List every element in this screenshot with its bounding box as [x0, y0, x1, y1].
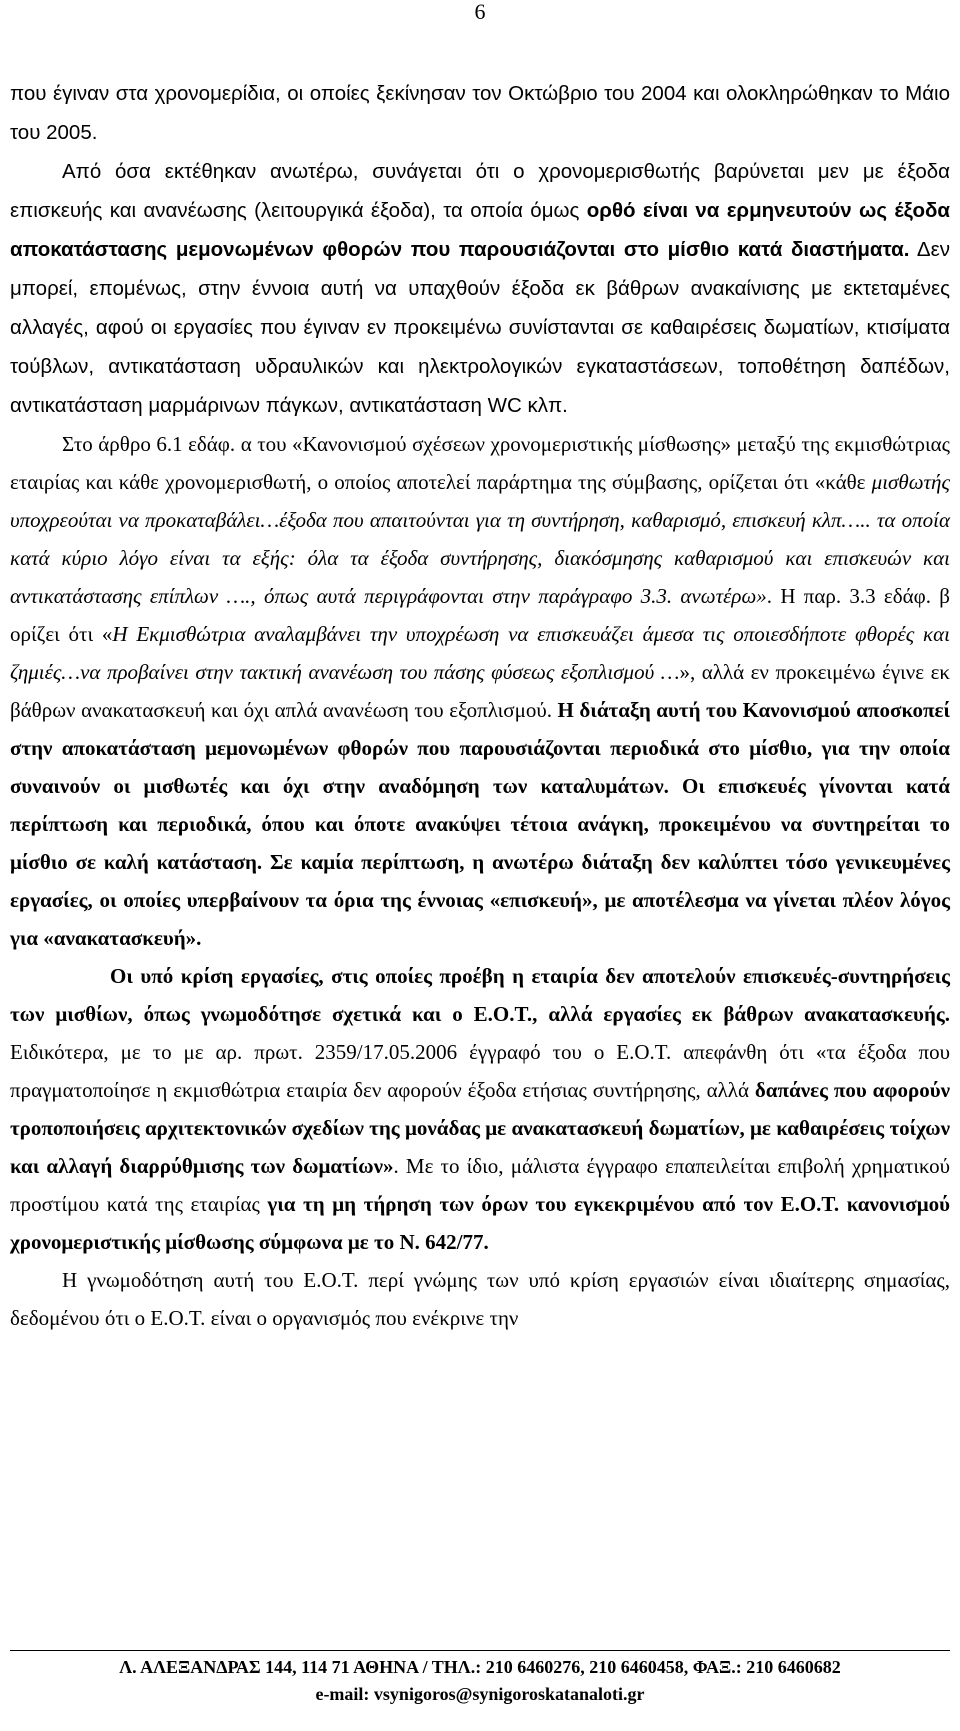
text-run: για τη μη τήρηση των όρων του εγκεκριμένου από τον Ε.Ο.Τ. κανονισμού χρονομεριστικής μίσθωσης σύμφωνα με το Ν. 642/77. — [10, 1192, 956, 1254]
footer-address: Λ. ΑΛΕΞΑΝΔΡΑΣ 144, 114 71 ΑΘΗΝΑ / ΤΗΛ.: 210 6460276, 210 6460458, ΦΑΞ.: 210 6460682 — [119, 1657, 841, 1677]
text-run: Από όσα εκτέθηκαν ανωτέρω, συνάγεται ότι ο χρονομερισθωτής βαρύνεται μεν με έξοδα επισκευής και ανανέωσης (λειτουργικά έξοδα), τα οποία όμως — [10, 160, 956, 222]
text-run: Η διάταξη αυτή του Κανονισμού αποσκοπεί στην αποκατάσταση μεμονωμένων φθορών που παρουσιάζονται περιοδικά στο μίσθιο, για την οποία συναινούν οι μισθωτές και όχι στην αναδόμηση των καταλυμάτων. Οι επισκευές γίνονται κατά περίπτωση και περιοδικά, όπου και όποτε ανακύψει τέτοια ανάγκη, προκειμένου να συντηρείται το μίσθιο σε καλή κατάσταση. Σε καμία περίπτωση, η ανωτέρω διάταξη δεν καλύπτει τόσο γενικευμένες εργασίες, οι οποίες υπερβαίνουν τα όρια της έννοιας «επισκευή», με αποτέλεσμα να γίνεται πλέον λόγος για «ανακατασκευή». — [10, 698, 956, 950]
text-run: δαπάνες που αφορούν τροποποιήσεις αρχιτεκτονικών σχεδίων της μονάδας με ανακατασκευή δωματίων, με καθαιρέσεις τοίχων και αλλαγή διαρρύθμισης των δωματίων» — [10, 1078, 956, 1178]
paragraph — [10, 425, 956, 957]
paragraph — [10, 152, 956, 425]
text-run: ορθό είναι να ερμηνευτούν ως έξοδα αποκατάστασης μεμονωμένων φθορών που παρουσιάζονται στο μίσθιο κατά διαστήματα. — [10, 199, 956, 261]
text-run: Ειδικότερα, με το με αρ. πρωτ. 2359/17.05.2006 έγγραφό του ο Ε.Ο.Τ. απεφάνθη ότι «τα έξοδα που πραγματοποίησε η εκμισθώτρια εταιρία δεν αφορούν έξοδα ετήσιας συντήρησης, αλλά — [10, 1002, 956, 1102]
footer-divider — [10, 1650, 950, 1651]
text-run: μισθωτής υποχρεούται να προκαταβάλει…έξοδα που απαιτούνται για τη συντήρηση, καθαρισμό, επισκευή κλπ….. τα οποία κατά κύριο λόγο είναι τα εξής: όλα τα έξοδα συντήρησης, διακόσμησης καθαρισμού και επισκευών και αντικατάστασης επίπλων …., όπως αυτά περιγράφονται στην παράγραφο 3.3. ανωτέρω» — [10, 470, 956, 608]
text-run: Η Εκμισθώτρια αναλαμβάνει την υποχρέωση να επισκευάζει άμεσα τις οποιεσδήποτε φθορές και ζημιές…να προβαίνει στην τακτική ανανέωση του πάσης φύσεως εξοπλισμού … — [10, 622, 956, 684]
footer-email: e-mail: vsynigoros@synigoroskatanaloti.gr — [315, 1684, 645, 1704]
text-run: », αλλά εν προκειμένω έγινε εκ βάθρων ανακατασκευή και όχι απλά ανανέωση του εξοπλισμού. — [10, 660, 956, 722]
text-run: Δεν μπορεί, επομένως, στην έννοια αυτή να υπαχθούν έξοδα εκ βάθρων ανακαίνισης με εκτεταμένες αλλαγές, αφού οι εργασίες που έγιναν εν προκειμένω συνίστανται σε καθαιρέσεις δωματίων, κτισίματα τούβλων, αντικατάσταση υδραυλικών και ηλεκτρολογικών εγκαταστάσεων, τοποθέτηση δαπέδων, αντικατάσταση μαρμάρινων πάγκων, αντικατάσταση WC κλπ. — [10, 238, 956, 417]
page-number: 6 — [474, 0, 486, 24]
text-run: . Με το ίδιο, μάλιστα έγγραφο επαπειλείται επιβολή χρηματικού προστίμου κατά της εταιρίας — [10, 1154, 956, 1216]
text-run: που έγιναν στα χρονομερίδια, οι οποίες ξεκίνησαν τον Οκτώβριο του 2004 και ολοκληρώθηκαν το Μάιο του 2005. — [10, 82, 956, 144]
text-run: Οι υπό κρίση εργασίες, στις οποίες προέβη η εταιρία δεν αποτελούν επισκευές-συντηρήσεις των μισθίων, όπως γνωμοδότησε σχετικά και ο Ε.Ο.Τ., αλλά εργασίες εκ βάθρων ανακατασκευής. — [10, 964, 956, 1026]
document-body — [10, 74, 956, 1337]
paragraph — [10, 74, 956, 152]
paragraph — [10, 957, 956, 1261]
text-run: Η γνωμοδότηση αυτή του Ε.Ο.Τ. περί γνώμης των υπό κρίση εργασιών είναι ιδιαίτερης σημασίας, δεδομένου ότι ο Ε.Ο.Τ. είναι ο οργανισμός που ενέκρινε την — [10, 1268, 956, 1330]
paragraph — [10, 1261, 956, 1337]
text-run: Στο άρθρο 6.1 εδάφ. α του «Κανονισμού σχέσεων χρονομεριστικής μίσθωσης» μεταξύ της εκμισθώτριας εταιρίας και κάθε χρονομερισθωτή, ο οποίος αποτελεί παράρτημα της σύμβασης, ορίζεται ότι «κάθε — [10, 432, 956, 494]
page-footer — [0, 1654, 960, 1708]
text-run: . Η παρ. 3.3 εδάφ. β ορίζει ότι « — [10, 584, 956, 646]
